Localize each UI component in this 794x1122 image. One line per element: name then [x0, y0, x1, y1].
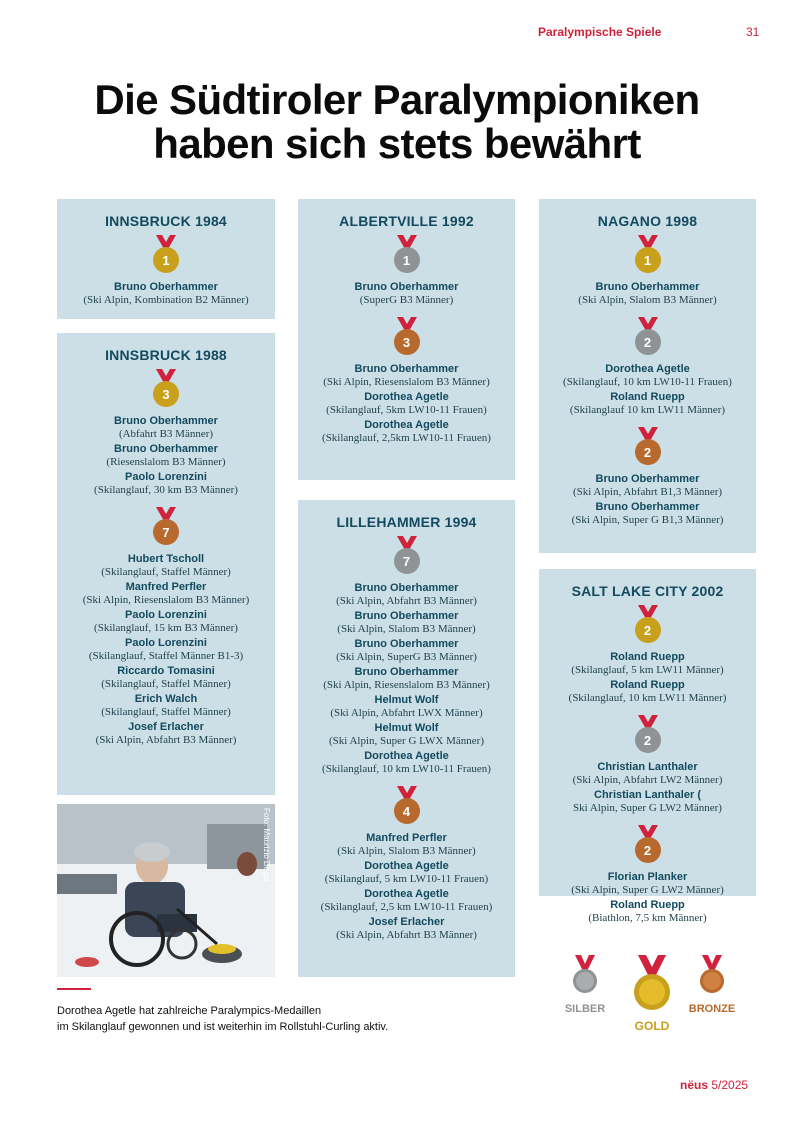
- medal-entry: [57, 471, 275, 497]
- medal-entry: [539, 789, 756, 815]
- medal-count: 7: [153, 519, 179, 545]
- athlete-name: Bruno Oberhammer: [354, 281, 459, 293]
- bronze-medal-icon: [697, 955, 727, 995]
- event-description: (Ski Alpin, Slalom B3 Männer): [337, 845, 476, 857]
- silver-medal-icon: [393, 235, 421, 275]
- athlete-name: Roland Ruepp: [610, 651, 685, 663]
- athlete-name: Bruno Oberhammer: [114, 281, 218, 293]
- event-description: (Ski Alpin, Slalom B3 Männer): [337, 623, 476, 635]
- event-description: (Ski Alpin, Riesenslalom B3 Männer): [323, 679, 490, 691]
- event-description: (Ski Alpin, Kombination B2 Männer): [83, 294, 249, 306]
- athlete-name: Dorothea Agetle: [364, 419, 449, 431]
- medal-entry: [539, 281, 756, 307]
- magazine-brand: nëus: [680, 1078, 709, 1092]
- medal-entry: [57, 443, 275, 469]
- silver-medal-group: [539, 715, 756, 815]
- title-line-1: Die Südtiroler Paralympioniken: [94, 76, 700, 123]
- medal-entry: [57, 581, 275, 607]
- bronze-medal-group: [298, 317, 515, 445]
- medal-entry: [57, 721, 275, 747]
- athlete-name: Florian Planker: [607, 871, 688, 883]
- athlete-name: Dorothea Agetle: [364, 860, 449, 872]
- medal-entry: [539, 501, 756, 527]
- medal-entry: [298, 832, 515, 858]
- games-title: ALBERTVILLE 1992: [339, 213, 474, 229]
- athlete-name: Bruno Oberhammer: [114, 415, 218, 427]
- games-box-innsbruck-1984: [57, 199, 275, 319]
- legend-gold-label: GOLD: [634, 1019, 670, 1033]
- athlete-name: Christian Lanthaler (: [594, 789, 701, 801]
- medal-count: 1: [394, 247, 420, 273]
- athlete-name: Bruno Oberhammer: [354, 610, 459, 622]
- athlete-name: Paolo Lorenzini: [125, 471, 207, 483]
- bronze-medal-group: [539, 825, 756, 925]
- event-description: (Ski Alpin, Riesenslalom B3 Männer): [82, 594, 250, 606]
- bronze-medal-group: [298, 786, 515, 942]
- event-description: (Riesenslalom B3 Männer): [106, 456, 226, 468]
- medal-count: 4: [394, 798, 420, 824]
- games-title: INNSBRUCK 1988: [105, 347, 227, 363]
- event-description: (Abfahrt B3 Männer): [118, 428, 214, 440]
- gold-medal-group: [57, 235, 275, 307]
- games-box-innsbruck-1988: [57, 333, 275, 795]
- bronze-medal-icon: [634, 825, 662, 865]
- games-title: SALT LAKE CITY 2002: [571, 583, 724, 599]
- bronze-medal-group: [57, 507, 275, 747]
- games-title: INNSBRUCK 1984: [105, 213, 227, 229]
- medal-entry: [298, 638, 515, 664]
- athlete-name: Bruno Oberhammer: [595, 501, 700, 513]
- gold-medal-icon: [634, 235, 662, 275]
- event-description: (Ski Alpin, Super G LWX Männer): [329, 735, 484, 747]
- medal-entry: [539, 363, 756, 389]
- medal-count: 7: [394, 548, 420, 574]
- athlete-name: Bruno Oberhammer: [595, 281, 700, 293]
- medal-entry: [539, 899, 756, 925]
- athlete-name: Paolo Lorenzini: [125, 609, 207, 621]
- medal-count: 2: [635, 617, 661, 643]
- event-description: (Skilanglauf, Staffel Männer B1-3): [88, 650, 244, 662]
- gold-medal-group: [57, 369, 275, 497]
- gold-medal-group: [539, 235, 756, 307]
- medal-entry: [298, 281, 515, 307]
- gold-medal-icon: [632, 955, 672, 1011]
- medal-count: 3: [153, 381, 179, 407]
- athlete-name: Manfred Perfler: [125, 581, 207, 593]
- athlete-name: Manfred Perfler: [366, 832, 447, 844]
- event-description: (Skilanglauf, 5 km LW10-11 Frauen): [324, 873, 489, 885]
- event-description: (Biathlon, 7,5 km Männer): [588, 912, 707, 924]
- medal-entry: [298, 582, 515, 608]
- legend-silver: [561, 955, 609, 1015]
- event-description: (Skilanglauf, 2,5 km LW10-11 Frauen): [320, 901, 493, 913]
- medal-count: 2: [635, 727, 661, 753]
- issue-number: 5/2025: [711, 1078, 749, 1092]
- athlete-name: Riccardo Tomasini: [117, 665, 215, 677]
- silver-medal-group: [298, 536, 515, 776]
- games-box-salt-lake-city-2002: [539, 569, 756, 924]
- medal-entry: [539, 391, 756, 417]
- athlete-name: Dorothea Agetle: [364, 391, 449, 403]
- bronze-medal-icon: [634, 427, 662, 467]
- legend-gold: [627, 955, 677, 1033]
- medal-entry: [57, 609, 275, 635]
- silver-medal-icon: [570, 955, 600, 995]
- caption-line-2: im Skilanglauf gewonnen und ist weiterhin im Rollstuhl-Curling aktiv.: [57, 1021, 389, 1033]
- curling-photo: [57, 804, 275, 977]
- photo-credit: Foto: Maurizio Degol: [262, 808, 271, 882]
- event-description: (Skilanglauf, 5km LW10-11 Frauen): [326, 404, 487, 416]
- athlete-name: Helmut Wolf: [374, 694, 439, 706]
- athlete-name: Bruno Oberhammer: [354, 363, 459, 375]
- athlete-name: Roland Ruepp: [610, 391, 685, 403]
- athlete-name: Josef Erlacher: [128, 721, 204, 733]
- event-description: (Skilanglauf, 15 km B3 Männer): [94, 622, 238, 634]
- medal-entry: [57, 665, 275, 691]
- medal-entry: [57, 637, 275, 663]
- event-description: (Skilanglauf, Staffel Männer): [101, 566, 231, 578]
- event-description: (Ski Alpin, Slalom B3 Männer): [578, 294, 717, 306]
- games-box-lillehammer-1994: [298, 500, 515, 977]
- medal-entry: [539, 871, 756, 897]
- medal-entry: [298, 610, 515, 636]
- athlete-name: Dorothea Agetle: [605, 363, 690, 375]
- athlete-name: Dorothea Agetle: [364, 888, 449, 900]
- medal-entry: [539, 651, 756, 677]
- legend-bronze: [684, 955, 740, 1015]
- medal-entry: [298, 888, 515, 914]
- event-description: (Skilanglauf, 10 km LW10-11 Frauen): [322, 763, 491, 775]
- athlete-name: Hubert Tscholl: [127, 553, 205, 565]
- event-description: (Ski Alpin, Abfahrt B3 Männer): [336, 929, 477, 941]
- medal-entry: [298, 860, 515, 886]
- medal-count: 2: [635, 329, 661, 355]
- silver-medal-icon: [634, 715, 662, 755]
- athlete-name: Christian Lanthaler: [597, 761, 698, 773]
- page-number: 31: [746, 25, 760, 39]
- silver-medal-group: [298, 235, 515, 307]
- event-description: (Ski Alpin, SuperG B3 Männer): [336, 651, 477, 663]
- games-title: LILLEHAMMER 1994: [336, 514, 477, 530]
- games-title: NAGANO 1998: [597, 213, 698, 229]
- athlete-name: Erich Walch: [134, 693, 198, 705]
- medal-count: 2: [635, 837, 661, 863]
- event-description: (Skilanglauf, 10 km LW10-11 Frauen): [563, 376, 732, 388]
- medal-entry: [539, 679, 756, 705]
- games-box-nagano-1998: [539, 199, 756, 553]
- athlete-name: Josef Erlacher: [368, 916, 445, 928]
- silver-medal-icon: [393, 536, 421, 576]
- event-description: (SuperG B3 Männer): [359, 294, 454, 306]
- event-description: (Ski Alpin, Super G B1,3 Männer): [571, 514, 724, 526]
- athlete-name: Dorothea Agetle: [364, 750, 449, 762]
- event-description: (Ski Alpin, Abfahrt B1,3 Männer): [572, 486, 723, 498]
- silver-medal-icon: [634, 317, 662, 357]
- caption-accent-line: [57, 988, 91, 990]
- gold-medal-icon: [152, 235, 180, 275]
- legend-silver-label: SILBER: [564, 1003, 606, 1015]
- medal-entry: [539, 473, 756, 499]
- event-description: (Ski Alpin, Riesenslalom B3 Männer): [323, 376, 490, 388]
- silver-medal-group: [539, 317, 756, 417]
- event-description: (Skilanglauf, 5 km LW11 Männer): [571, 664, 724, 676]
- medal-count: 1: [635, 247, 661, 273]
- event-description: (Ski Alpin, Super G LW2 Männer): [571, 884, 724, 896]
- event-description: (Ski Alpin, Abfahrt LWX Männer): [330, 707, 483, 719]
- medal-entry: [298, 750, 515, 776]
- medal-entry: [298, 391, 515, 417]
- athlete-name: Paolo Lorenzini: [125, 637, 207, 649]
- event-description: (Ski Alpin, Abfahrt B3 Männer): [95, 734, 237, 746]
- athlete-name: Helmut Wolf: [374, 722, 439, 734]
- games-box-albertville-1992: [298, 199, 515, 480]
- footer: [680, 1078, 748, 1092]
- event-description: (Skilanglauf, 10 km LW11 Männer): [568, 692, 727, 704]
- medal-entry: [57, 693, 275, 719]
- event-description: (Skilanglauf 10 km LW11 Männer): [569, 404, 726, 416]
- medal-count: 3: [394, 329, 420, 355]
- medal-entry: [298, 694, 515, 720]
- event-description: (Ski Alpin, Abfahrt B3 Männer): [336, 595, 477, 607]
- legend-bronze-label: BRONZE: [688, 1003, 736, 1015]
- event-description: (Skilanglauf, Staffel Männer): [101, 678, 231, 690]
- athlete-name: Bruno Oberhammer: [354, 638, 459, 650]
- athlete-name: Bruno Oberhammer: [114, 443, 218, 455]
- gold-medal-icon: [634, 605, 662, 645]
- medal-entry: [298, 419, 515, 445]
- medal-entry: [298, 722, 515, 748]
- event-description: (Ski Alpin, Abfahrt LW2 Männer): [572, 774, 723, 786]
- photo-caption: [57, 1003, 437, 1035]
- bronze-medal-icon: [393, 786, 421, 826]
- medal-entry: [298, 363, 515, 389]
- gold-medal-group: [539, 605, 756, 705]
- medal-entry: [539, 761, 756, 787]
- medal-entry: [57, 553, 275, 579]
- bronze-medal-group: [539, 427, 756, 527]
- medal-entry: [298, 916, 515, 942]
- athlete-name: Roland Ruepp: [610, 679, 685, 691]
- wheelchair-curling-image: [57, 804, 275, 977]
- caption-line-1: Dorothea Agetle hat zahlreiche Paralympics-Medaillen: [57, 1005, 322, 1017]
- athlete-name: Bruno Oberhammer: [354, 582, 459, 594]
- page-title: [0, 78, 794, 166]
- event-description: (Skilanglauf, 30 km B3 Männer): [94, 484, 238, 496]
- section-label: Paralympische Spiele: [538, 25, 662, 39]
- event-description: Ski Alpin, Super G LW2 Männer): [573, 802, 722, 814]
- event-description: (Skilanglauf, Staffel Männer): [101, 706, 231, 718]
- bronze-medal-icon: [152, 507, 180, 547]
- medal-count: 2: [635, 439, 661, 465]
- bronze-medal-icon: [393, 317, 421, 357]
- medal-entry: [57, 415, 275, 441]
- athlete-name: Bruno Oberhammer: [354, 666, 459, 678]
- athlete-name: Bruno Oberhammer: [595, 473, 700, 485]
- medal-count: 1: [153, 247, 179, 273]
- event-description: (Skilanglauf, 2,5km LW10-11 Frauen): [322, 432, 491, 444]
- medal-entry: [298, 666, 515, 692]
- medal-entry: [57, 281, 275, 307]
- gold-medal-icon: [152, 369, 180, 409]
- title-line-2: haben sich stets bewährt: [153, 120, 641, 167]
- athlete-name: Roland Ruepp: [610, 899, 685, 911]
